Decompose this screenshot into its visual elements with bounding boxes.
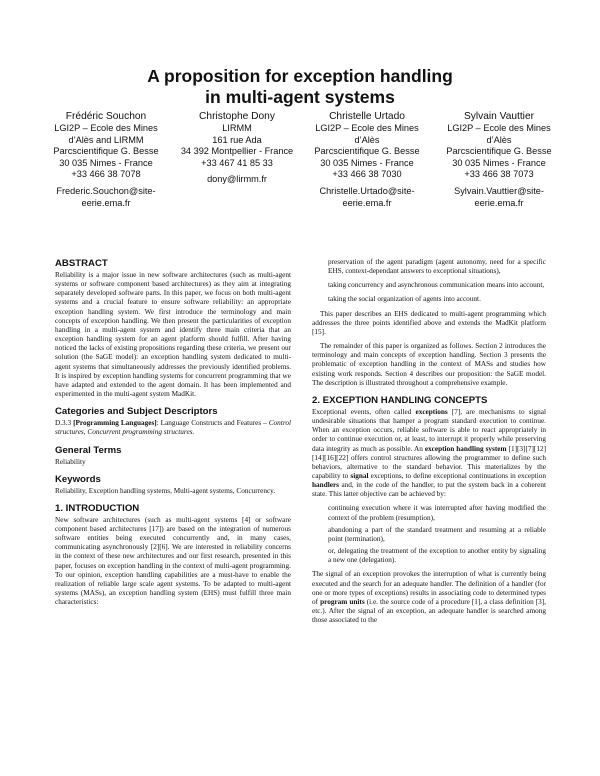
introduction-paragraph-1: New software architectures (such as multi-agent systems [4] or software component based architectures [17]) are based on the integration of numerous software entities being executed concurrently and, in many cases, communicating asynchronously [2][6]. We are interested in reliability concerns in the context of these new architectures and our first research, presented in this paper, focuses on exception handling in the context of multi-agent programming. To our opinion, exception handling capabilities are a must-have to enable the realization of reliable large scale agent systems. To be adapted to multi-agent systems (MASs), an exception handling system (EHS) must fulfill three main characteristics: <box>55 515 291 607</box>
right-column <box>312 258 546 630</box>
author-souchon <box>40 110 172 209</box>
author-email: Christelle.Urtado@site- <box>319 185 415 196</box>
term-exception-handling-system: exception handling system <box>424 444 507 453</box>
author-email: dony@lirmm.fr <box>207 174 267 185</box>
list-item: taking the social organization of agents into account. <box>328 295 481 304</box>
section-2-heading: 2. EXCEPTION HANDLING CONCEPTS <box>312 394 488 406</box>
author-affiliation-2: d’Alès and LIRMM <box>68 134 144 145</box>
author-name: Christelle Urtado <box>329 111 405 122</box>
category-code: D.3.3 <box>55 419 72 428</box>
category-bold: [Programming Languages] <box>73 419 157 428</box>
author-phone: +33 467 41 85 33 <box>201 157 273 168</box>
author-email: Frederic.Souchon@site- <box>56 185 156 196</box>
author-phone: +33 466 38 7030 <box>332 169 402 180</box>
term-program-units: program units <box>320 597 365 606</box>
author-name: Frédéric Souchon <box>65 111 147 122</box>
author-phone: +33 466 38 7073 <box>464 169 534 180</box>
category-plain: : Language Constructs and Features – <box>156 419 267 428</box>
introduction-heading: 1. INTRODUCTION <box>55 502 140 514</box>
title-line-1: A proposition for exception handling <box>147 66 453 86</box>
author-block <box>40 110 570 210</box>
intro-criteria-list <box>312 258 546 305</box>
title-line-2: in multi-agent systems <box>205 87 395 107</box>
list-item: abandoning a part of the standard treatment and resuming at a reliable point (termination), <box>328 525 546 543</box>
paper-title <box>40 66 560 108</box>
text-run: [7], are mechanisms to signal undesirable situations that hamper a program standard execution to continue. When an exception occurs, reliable software is able to react appropriately in order to continue execution or, at least, to interrupt it properly while preserving data integrity as much as possible. An <box>312 407 546 453</box>
author-affiliation-2: d’Alès <box>354 134 380 145</box>
author-urtado <box>302 110 432 209</box>
list-item: taking concurrency and asynchronous communication means into account, <box>328 281 545 290</box>
abstract-text: Reliability is a major issue in new software architectures (such as multi-agent systems or software component based architectures) as they aim at integrating separately developed software parts. In this paper, we focus on both multi-agent systems and a crucial feature to ensure software reliability: an appropriate exception handling system. We first introduce the terminology and main concepts of exception handling. We then present the particularities of exception handling in a multi-agent system and identify three main criteria that an exception handling system for an agent platform should fulfill. After having noticed the lacks of existing propositions regarding these criteria, we present our solution (the SaGE model): an exception handling system dedicated to multi-agent systems that simultaneously addresses the previously identified problems. It is inspired by exception handling systems for concurrent programming that we have adapted and extended to the agent domain. It has been implemented and experimented in the multi-agent system MadKit. <box>55 271 291 399</box>
list-item: preservation of the agent paradigm (agent autonomy, need for a specific EHS, context-dependant answers to exceptional situations), <box>328 258 546 276</box>
author-city: 30 035 Nimes - France <box>320 157 414 168</box>
category-italic: Control structures, Concurrent programming structures. <box>55 419 292 437</box>
author-email-2: eerie.ema.fr <box>81 197 131 208</box>
term-handlers: handlers <box>312 481 339 490</box>
author-name: Christophe Dony <box>199 111 275 122</box>
abstract-heading: ABSTRACT <box>55 258 108 269</box>
keywords-heading: Keywords <box>55 473 101 485</box>
author-city: 30 035 Nimes - France <box>59 157 153 168</box>
keywords-text: Reliability, Exception handling systems, Multi-agent systems, Concurrency. <box>55 486 276 495</box>
author-affiliation: LGI2P – Ecole des Mines <box>54 123 158 133</box>
general-terms-text: Reliability <box>55 457 86 466</box>
list-item: or, delegating the treatment of the exception to another entity by signaling a new one (delegation). <box>328 547 546 565</box>
text-run: exceptions, to define exceptional continuations in exception <box>370 471 547 480</box>
author-email-2: eerie.ema.fr <box>474 197 524 208</box>
author-address: Parcscientifique G. Besse <box>53 146 159 157</box>
list-item: continuing execution where it was interrupted after having modified the context of the problem (resumption), <box>328 504 546 522</box>
author-address: Parcscientifique G. Besse <box>314 146 420 157</box>
categories-text <box>55 419 291 437</box>
author-name: Sylvain Vauttier <box>463 111 535 122</box>
author-city: 30 035 Nimes - France <box>452 157 546 168</box>
text-run: Exceptional events, often called <box>312 407 412 416</box>
section-2-paragraph-1 <box>312 408 546 500</box>
author-city: 34 392 Montpellier - France <box>180 146 294 157</box>
author-affiliation: LGI2P – Ecole des Mines <box>447 123 551 133</box>
author-affiliation-2: d’Alès <box>486 134 512 145</box>
text-run: (i.e. the source code of a procedure [1], a class definition [3], etc.). After the signal of an exception, an adequate handler is searched among those associated to the <box>312 597 546 625</box>
introduction-paragraph-2: This paper describes an EHS dedicated to multi-agent programming which addresses the three points identified above and extends the MadKit platform [15]. <box>312 309 546 336</box>
left-column <box>55 258 291 612</box>
author-vauttier <box>432 110 566 209</box>
author-dony <box>172 110 302 186</box>
text-run: The signal of an exception provokes the interruption of what is currently being executed and the search for an adequate handler. The definition of a handler (for one or more types of exceptions) results in associating code to determined types of <box>312 570 546 606</box>
text-run: and, in the code of the handler, to put the system back in a coherent state. This latter objective can be achieved by: <box>312 481 546 499</box>
author-address: 161 rue Ada <box>212 134 262 145</box>
text-run: [1][3][7][12][14][16][22] offers control structures allowing the programmer to define such behaviors, alternative to the standard behavior. This materializes by the capability to <box>312 444 547 480</box>
term-signal: signal <box>350 471 369 480</box>
author-address: Parcscientifique G. Besse <box>446 146 552 157</box>
author-email-2: eerie.ema.fr <box>342 197 392 208</box>
author-affiliation: LGI2P – Ecole des Mines <box>315 123 419 133</box>
categories-heading: Categories and Subject Descriptors <box>55 406 218 418</box>
section-2-paragraph-2 <box>312 570 546 625</box>
term-exceptions: exceptions <box>415 407 448 416</box>
introduction-paragraph-3: The remainder of this paper is organized as follows. Section 2 introduces the terminology and main concepts of exception handling. Section 3 presents the problematic of exception handling in the context of MASs and studies how existing work responds. Section 4 describes our proposition: the SaGE model. The description is illustrated throughout a comprehensive example. <box>312 342 546 387</box>
handling-strategies-list <box>312 504 546 565</box>
author-phone: +33 466 38 7078 <box>71 169 141 180</box>
general-terms-heading: General Terms <box>55 444 122 456</box>
author-email: Sylvain.Vauttier@site- <box>454 185 544 196</box>
author-affiliation: LIRMM <box>222 123 252 133</box>
